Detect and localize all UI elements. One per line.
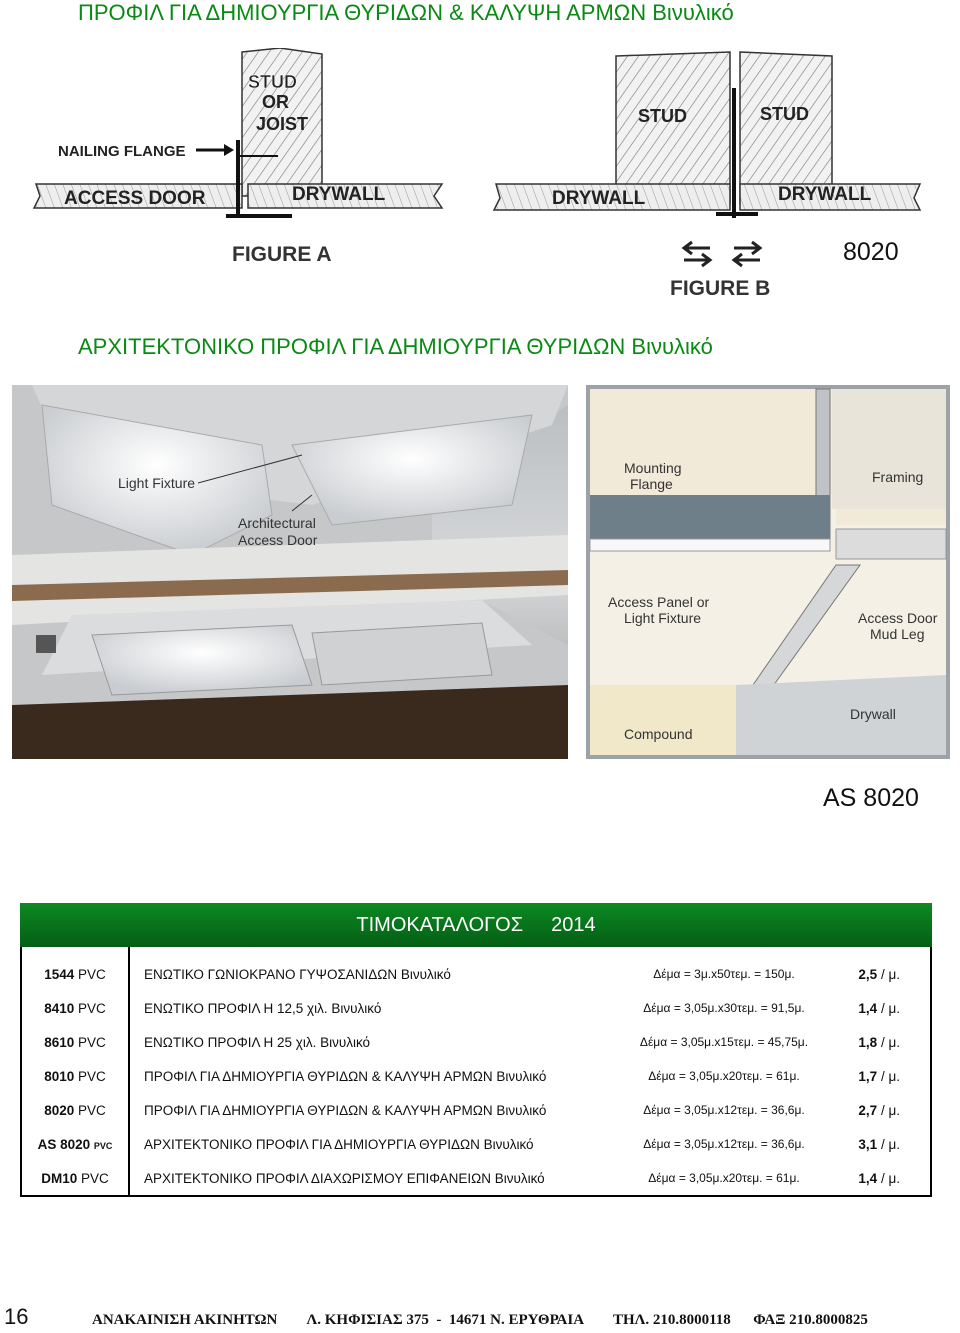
product-desc-cell: ΑΡΧΙΤΕΚΤΟΝΙΚΟ ΠΡΟΦΙΛ ΓΙΑ ΔΗΜΙΟΥΡΓΙΑ ΘΥΡΙΔΩΝ Βινυλικό [144,1136,534,1152]
page-footer [0,1304,960,1333]
access-door-label: ACCESS DOOR [64,188,206,209]
access-door-photo-label: Access Door [238,532,318,548]
product-code-cell: AS 8020 PVC [21,1127,129,1161]
price-cell: 1,7 / μ. [858,1068,900,1084]
architectural-label: Architectural [238,515,316,531]
mounting-label: Mounting [624,460,682,476]
price-list-header [20,903,932,947]
price-cell: 2,5 / μ. [858,966,900,982]
product-code-8020: 8020 [843,238,899,266]
arrows-icon [684,242,760,266]
pack-cell: Δέμα = 3,05μ.x12τεμ. = 36,6μ. [643,1137,805,1151]
drywall-diagram-label: Drywall [850,706,896,722]
price-cell: 1,4 / μ. [858,1170,900,1186]
table-row [21,1059,931,1093]
drywall-label: DRYWALL [292,184,386,205]
page-number: 16 [4,1304,29,1329]
ceiling-photo [12,385,568,759]
compound-label: Compound [624,726,693,742]
product-desc-cell: ΠΡΟΦΙΛ ΓΙΑ ΔΗΜΙΟΥΡΓΙΑ ΘΥΡΙΔΩΝ & ΚΑΛΥΨΗ ΑΡΜΩΝ Βινυλικό [144,1068,547,1084]
product-desc-cell: ΑΡΧΙΤΕΚΤΟΝΙΚΟ ΠΡΟΦΙΛ ΔΙΑΧΩΡΙΣΜΟΥ ΕΠΙΦΑΝΕΙΩΝ Βινυλικό [144,1170,545,1186]
price-list-year: 2014 [551,913,596,936]
price-cell: 1,8 / μ. [858,1034,900,1050]
page-title: ΠΡΟΦΙΛ ΓΙΑ ΔΗΜΙΟΥΡΓΙΑ ΘΥΡΙΔΩΝ & ΚΑΛΥΨΗ ΑΡΜΩΝ Βινυλικό [78,0,734,25]
light-fixture-label: Light Fixture [118,475,196,491]
pack-cell: Δέμα = 3,05μ.x12τεμ. = 36,6μ. [643,1103,805,1117]
table-row [21,991,931,1025]
product-desc-cell: ΕΝΩΤΙΚΟ ΓΩΝΙΟΚΡΑΝΟ ΓΥΨΟΣΑΝΙΔΩΝ Βινυλικό [144,966,451,982]
or-label: OR [262,92,289,112]
product-code-cell: 8010 PVC [21,1059,129,1093]
light-fixture-diagram-label: Light Fixture [624,610,702,626]
price-cell: 3,1 / μ. [858,1136,900,1152]
pack-cell: Δέμα = 3,05μ.x15τεμ. = 45,75μ. [639,1035,809,1049]
table-row [21,1093,931,1127]
mud-leg-label: Mud Leg [870,626,925,642]
price-list-title: ΤΙΜΟΚΑΤΑΛΟΓΟΣ [356,913,524,936]
table-row [21,1127,931,1161]
figure-a-diagram [30,48,460,278]
product-code-cell: 8020 PVC [21,1093,129,1127]
price-table [20,947,932,1197]
stud-right-label: STUD [760,104,809,124]
access-door-section-diagram [586,385,950,759]
product-desc-cell: ΠΡΟΦΙΛ ΓΙΑ ΔΗΜΙΟΥΡΓΙΑ ΘΥΡΙΔΩΝ & ΚΑΛΥΨΗ ΑΡΜΩΝ Βινυλικό [144,1102,547,1118]
product-code-as8020: AS 8020 [823,784,919,812]
pack-cell: Δέμα = 3,05μ.x20τεμ. = 61μ. [648,1069,800,1083]
product-code-cell: DM10 PVC [21,1161,129,1196]
figure-b-caption: FIGURE B [670,277,771,300]
flange-label: Flange [630,476,673,492]
footer-contact: ΑΝΑΚΑΙΝΙΣΗ ΑΚΙΝΗΤΩΝ Λ. ΚΗΦΙΣΙΑΣ 375 - 14671 Ν. ΕΡΥΘΡΑΙΑ ΤΗΛ. 210.8000118 ΦΑΞ 210.8000825 [92,1312,868,1328]
product-code-cell: 8610 PVC [21,1025,129,1059]
access-panel-label: Access Panel or [608,594,710,610]
pack-cell: Δέμα = 3,05μ.x20τεμ. = 61μ. [648,1171,800,1185]
pack-cell: Δέμα = 3,05μ.x30τεμ. = 91,5μ. [643,1001,805,1015]
price-cell: 2,7 / μ. [858,1102,900,1118]
section-title-architectural: ΑΡΧΙΤΕΚΤΟΝΙΚΟ ΠΡΟΦΙΛ ΓΙΑ ΔΗΜΙΟΥΡΓΙΑ ΘΥΡΙΔΩΝ Βινυλικό [78,334,713,359]
product-desc-cell: ΕΝΩΤΙΚΟ ΠΡΟΦΙΛ Η 25 χιλ. Βινυλικό [144,1034,371,1050]
access-door-diagram-label: Access Door [858,610,938,626]
nailing-flange-label: NAILING FLANGE [58,143,186,160]
price-list [20,903,932,1197]
table-row [21,1161,931,1196]
drywall-right-label: DRYWALL [778,184,872,205]
table-row [21,1025,931,1059]
product-code-cell: 1544 PVC [21,947,129,991]
product-code-cell: 8410 PVC [21,991,129,1025]
product-desc-cell: ΕΝΩΤΙΚΟ ΠΡΟΦΙΛ Η 12,5 χιλ. Βινυλικό [144,1000,382,1016]
figure-a-caption: FIGURE A [232,243,332,266]
price-cell: 1,4 / μ. [858,1000,900,1016]
table-row [21,947,931,991]
joist-label: JOIST [256,114,309,134]
stud-label: STUD [248,72,297,92]
framing-label: Framing [872,469,924,485]
pack-cell: Δέμα = 3μ.x50τεμ. = 150μ. [653,967,795,981]
drywall-left-label: DRYWALL [552,188,646,209]
stud-left-label: STUD [638,106,687,126]
